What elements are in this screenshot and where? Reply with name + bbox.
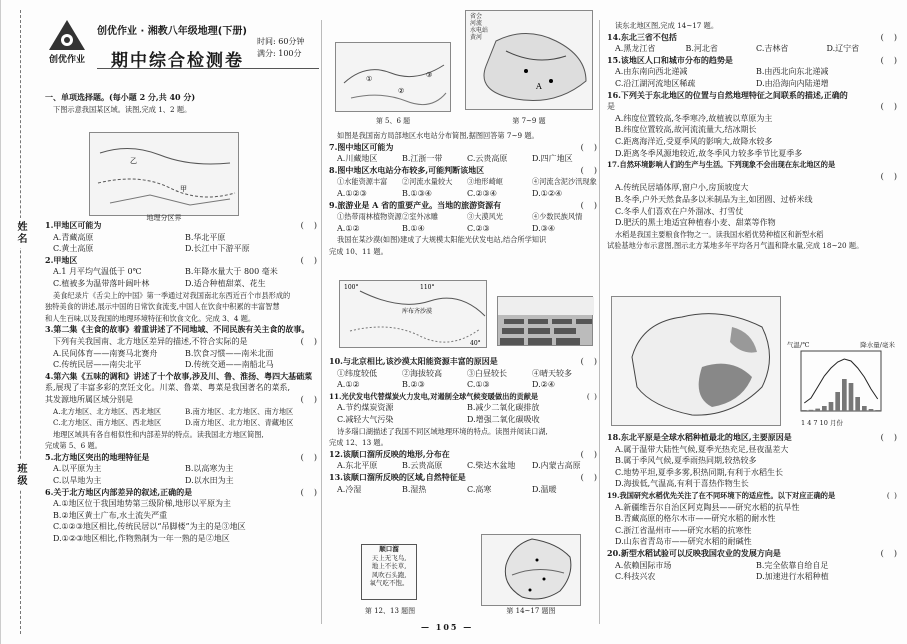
q9-option-b[interactable]: B.①④ xyxy=(402,223,425,233)
q4-option-c[interactable]: C.北方地区、南方地区、西北地区 xyxy=(53,418,162,428)
q6-stem: 6.关于北方地区内部差异的叙述,正确的是 ( ) xyxy=(45,486,317,497)
column-1 xyxy=(39,0,317,644)
q19-option-a[interactable]: A.新疆维吾尔自治区阿克陶县——研究水稻的抗旱性 xyxy=(615,502,800,512)
q12-option-b[interactable]: B.云贵高原 xyxy=(402,461,443,471)
intro-1-2: 下图示意我国某区域。读图,完成 1、2 题。 xyxy=(53,104,192,114)
q10-statement-4: ④晴天较多 xyxy=(532,368,572,378)
column-divider-2 xyxy=(599,20,600,624)
q8-option-d[interactable]: D.①②④ xyxy=(532,188,563,198)
chart-xlabel: 1 4 7 10 月份 xyxy=(801,419,843,427)
solar-farm-photo xyxy=(497,296,593,346)
column-2 xyxy=(325,0,597,644)
q10-stem: 10.与北京相比,该沙漠太阳能资源丰富的原因是 ( ) xyxy=(329,356,597,366)
column-divider-1 xyxy=(321,20,322,624)
precip-bar-6 xyxy=(835,392,840,411)
q15-option-b[interactable]: B.由西北向东北递减 xyxy=(756,67,829,77)
class-label: 班级 xyxy=(13,460,28,490)
q9-statement-1: ①热带雨林植物资源 xyxy=(337,212,402,222)
q3-option-b[interactable]: B.饮食习惯——南米北面 xyxy=(185,348,274,358)
q5-option-b[interactable]: B.以高寒为主 xyxy=(185,464,234,474)
passage-c-2: 完成 10、11 题。 xyxy=(329,246,388,256)
q1-stem: 1.甲地区可能为 ( ) xyxy=(45,220,317,230)
q15-stem: 15.该地区人口和城市分布的趋势是 ( ) xyxy=(607,54,897,65)
map1-label-yi: 乙 xyxy=(130,157,137,165)
q17-option-c[interactable]: C.冬季人们喜欢在户外溜冰、打雪仗 xyxy=(615,206,744,216)
q16-stem-2: 是 ( ) xyxy=(607,102,897,112)
q16-option-c[interactable]: C.距离海洋近,受夏季风的影响大,故降水较多 xyxy=(615,136,773,146)
q10-statement-1: ①纬度较低 xyxy=(337,368,377,378)
q7-option-c[interactable]: C.云贵高原 xyxy=(467,154,508,164)
q10-statement-2: ②海拔较高 xyxy=(402,368,442,378)
q6-option-d[interactable]: D.①②③地区相比,作物熟制为一年一熟的是②地区 xyxy=(53,534,230,544)
q3-option-c[interactable]: C.传统民居——南尖北平 xyxy=(53,360,142,370)
q2-option-b[interactable]: B.年降水量大于 800 毫米 xyxy=(185,267,278,277)
q6-option-a[interactable]: A.①地区位于我国地势第三级阶梯,地形以平原为主 xyxy=(53,499,232,509)
q15-option-a[interactable]: A.由东南向西北递减 xyxy=(615,67,688,77)
q5-option-d[interactable]: D.以水田为主 xyxy=(185,476,234,486)
q8-statement-1: ①水能资源丰富 xyxy=(337,177,388,187)
q16-stem-1: 16.下列关于东北地区的位置与自然地理特征之间联系的描述,正确的 xyxy=(607,89,848,100)
fig56-caption: 第 5、6 题 xyxy=(375,117,411,125)
q6-option-b[interactable]: B.②地区黄土广布,水土流失严重 xyxy=(53,510,168,520)
map1-label-jia: 甲 xyxy=(180,185,187,193)
svg-text:库布齐沙漠: 库布齐沙漠 xyxy=(402,308,433,315)
precip-bar-7 xyxy=(842,379,847,411)
q18-option-b[interactable]: B.属于季风气候,夏季雨热同期,较热较多 xyxy=(615,456,757,466)
q14-stem: 14.东北三省不包括 ( ) xyxy=(607,31,897,42)
region-map xyxy=(90,133,240,217)
q9-option-d[interactable]: D.③④ xyxy=(532,223,556,233)
hydropower-map xyxy=(465,10,593,110)
q13-option-b[interactable]: B.湿热 xyxy=(402,484,427,494)
fig1213-caption: 第 12、13 题图 xyxy=(364,607,416,615)
q4-stem-1: 4.第六集《五味的调和》讲述了十个故事,涉及川、鲁、淮扬、粤四大基础菜 xyxy=(45,370,313,381)
q2-option-d[interactable]: D.适合种植甜菜、花生 xyxy=(185,278,266,288)
rice-distribution-map xyxy=(611,296,781,426)
northeast-map xyxy=(481,534,581,606)
doggerel-box xyxy=(361,544,417,600)
q14-option-a[interactable]: A.黑龙江省 xyxy=(615,44,656,54)
passage-a-1: 美食纪录片《舌尖上的中国》第一季通过对我国南北东西近百个市县形成的 xyxy=(53,290,291,300)
solar-panels-icon xyxy=(498,297,594,347)
desert-map xyxy=(339,280,487,348)
q4-option-d[interactable]: D.南方地区、北方地区、青藏地区 xyxy=(185,418,294,428)
q12-option-a[interactable]: A.东北平原 xyxy=(337,461,378,471)
svg-text:①: ① xyxy=(366,75,373,83)
q3-option-d[interactable]: D.传统交通——南船北马 xyxy=(185,360,274,370)
q7-stem: 7.图中地区可能为 ( ) xyxy=(329,141,597,152)
q3-stem-2: 下列有关我国南、北方地区差异的描述,不符合实际的是 ( ) xyxy=(53,336,317,346)
q14-option-d[interactable]: D.辽宁省 xyxy=(826,44,860,54)
q15-option-c[interactable]: C.沿江湖河流地区稀疏 xyxy=(615,78,696,88)
q17-stem: 17.自然环境影响人们的生产与生活。下列现象不会出现在东北地区的是 xyxy=(607,160,836,170)
svg-text:A: A xyxy=(536,82,542,91)
q7-option-b[interactable]: B.江浙一带 xyxy=(402,154,443,164)
column-3: 读东北地区图,完成 14~17 题。 14.东北三省不包括 ( ) A.黑龙江省 B.河北省 C.吉林省 D.辽宁省 15.该地区人口和城市分布的趋势是 ( ) A.由东南向西北递减 B.由西北向东北递减 C.沿江湖河流地区稀疏 D.由沿海向内陆递增 16.下列关于东北地区的位置与自然地理特征之间联系的描述,正确的 是 ( ) A.纬度位置较高,冬季寒冷,故植被以草原为主 B.纬度位置较高,故河流流量大,结冰期长 C.距离海洋近,受夏季风的影响大,故降水较多 D.距离冬季风源地较近,故冬季风力较多季节比夏季多 17.自然环境影响人们的生产与生活。下列现象不会出现在东北地区的是 ( ) A.传统民居墙体厚,窗户小,房顶坡度大 B.冬季,户外天然食品多以米制品为主,如团圆、过桥米线 C.冬季人们喜欢在户外溜冰、打雪仗 D.肥沃的黑土地适宜种植春小麦、甜菜等作物 水稻是我国主要粮食作物之一。读我国水稻优势种植区和新型水稻 试验基地分布示意图,图示北方某地多年平均各月气温和降水量,完成 18~20 题。 气温/℃ 降水量/毫米 1 4 7 10 月份 18.东北平原是全球水稻种植最北的地区,主要原因是 ( ) A.属于温带大陆性气候,夏季光热充足,昼夜温差大 B.属于季风气候,夏季雨热同期,较热较多 C.地势平坦,夏季多雾,积热同期,有利于水稻生长 D.海拔低,气温高,有利于喜热作物生长 19.我国研究水稻优先关注了在不同环境下的适应性。以下对应正确的是 ( ) A.新疆维吾尔自治区阿克陶县——研究水稻的抗旱性 B.青藏高原的格尔木市——研究水稻的耐水性 C.浙江省温州市——研究水稻的抗寒性 D.山东省青岛市——研究水稻的耐碱性 20.新型水稻试验可以反映我国农业的发展方向是 ( ) A.依赖国际市场 B.完全依靠自给自足 C.科技兴农 D.加速进行水稻种植 xyxy=(607,21,897,582)
q4-stem-2: 系,展现了丰富多彩的烹饪文化。川菜、鲁菜、粤菜是我国著名的菜系, xyxy=(45,383,291,393)
series-title: 创优作业 · 湘教八年级地理(下册) xyxy=(97,26,247,37)
q19-option-b[interactable]: B.青藏高原的格尔木市——研究水稻的耐水性 xyxy=(615,514,776,524)
passage-b-2: 完成第 5、6 题。 xyxy=(45,441,102,451)
name-label: 姓名 xyxy=(13,218,28,248)
passage-a-3: 和人生百味,以及我国的地理环境特征和饮食文化。完成 3、4 题。 xyxy=(45,313,256,323)
q17-option-d[interactable]: D.肥沃的黑土地适宜种植春小麦、甜菜等作物 xyxy=(615,218,776,228)
q3-stem-1: 3.第二集《主食的故事》着重讲述了不同地域、不同民族有关主食的故事。 xyxy=(45,324,310,335)
q8-option-c[interactable]: C.②③④ xyxy=(467,188,497,198)
passage-e-1: 水稻是我国主要粮食作物之一。读我国水稻优势种植区和新型水稻 xyxy=(615,229,824,239)
desert-map-drawing xyxy=(340,281,488,349)
q4-option-b[interactable]: B.南方地区、北方地区、南方地区 xyxy=(185,406,294,416)
q20-option-b[interactable]: B.完全依靠自给自足 xyxy=(756,560,829,570)
intro-7-9: 如图是我国南方局部地区水电站分布简图,据图回答第 7~9 题。 xyxy=(337,131,539,140)
q3-option-a[interactable]: A.民间体育——南赛马北赛舟 xyxy=(53,348,158,358)
q20-option-d[interactable]: D.加速进行水稻种植 xyxy=(756,572,829,582)
precip-bar-9 xyxy=(855,397,860,411)
svg-text:110°: 110° xyxy=(420,284,435,291)
q5-option-a[interactable]: A.以平原为主 xyxy=(53,464,102,474)
q1-option-d[interactable]: D.长江中下游平原 xyxy=(185,244,250,254)
precip-bar-8 xyxy=(849,383,854,411)
precip-bar-11 xyxy=(869,409,874,411)
binding-margin xyxy=(1,0,39,644)
passage-d-1: 诗多瑙口湖描述了我国不同区域地理环境的特点。读图并阅读口湖, xyxy=(337,426,548,436)
q11-stem: 11.光伏发电代替煤炭火力发电,对遏制全球气候变暖做出的贡献是 ( ) xyxy=(329,391,597,401)
q11-option-b[interactable]: B.减少二氧化碳排放 xyxy=(467,403,540,413)
china-rice-map xyxy=(612,297,782,427)
q17-option-b[interactable]: B.冬季,户外天然食品多以米制品为主,如团圆、过桥米线 xyxy=(615,194,813,204)
q9-statement-4: ④少数民族风情 xyxy=(532,212,583,222)
q7-option-d[interactable]: D.四广地区 xyxy=(532,154,573,164)
q19-option-d[interactable]: D.山东省青岛市——研究水稻的耐碱性 xyxy=(615,537,752,547)
intro-14-17: 读东北地区图,完成 14~17 题。 xyxy=(615,21,719,30)
q9-option-a[interactable]: A.①② xyxy=(337,223,360,233)
q1-option-c[interactable]: C.黄土高原 xyxy=(53,244,94,254)
q12-option-c[interactable]: C.柴达木盆地 xyxy=(467,461,516,471)
svg-text:40°: 40° xyxy=(470,340,481,347)
q7-option-a[interactable]: A.川藏地区 xyxy=(337,154,378,164)
q5-stem: 5.北方地区突出的地理特征是 ( ) xyxy=(45,451,317,462)
q8-option-a[interactable]: A.①②③ xyxy=(337,188,367,198)
precip-bar-12 xyxy=(875,410,880,411)
q1-option-a[interactable]: A.青藏高原 xyxy=(53,232,94,242)
q5-option-c[interactable]: C.以旱地为主 xyxy=(53,476,102,486)
q16-option-d[interactable]: D.距离冬季风源地较近,故冬季风力较多季节比夏季多 xyxy=(615,148,803,158)
q2-option-c[interactable]: C.植被多为温带落叶阔叶林 xyxy=(53,278,150,288)
northeast-map-drawing xyxy=(482,535,582,607)
q18-option-c[interactable]: C.地势平坦,夏季多雾,积热同期,有利于水稻生长 xyxy=(615,467,784,477)
q16-option-a[interactable]: A.纬度位置较高,冬季寒冷,故植被以草原为主 xyxy=(615,113,773,123)
precip-bar-10 xyxy=(862,406,867,411)
q17-option-a[interactable]: A.传统民居墙体厚,窗户小,房顶坡度大 xyxy=(615,183,749,193)
temperature-line xyxy=(804,359,877,403)
chart-ylabel-precip: 降水量/毫米 xyxy=(860,341,895,349)
q10-statement-3: ③白昼较长 xyxy=(467,368,507,378)
precip-bar-3 xyxy=(815,409,820,411)
q15-option-d[interactable]: D.由沿海向内陆递增 xyxy=(756,78,829,88)
q20-option-a[interactable]: A.依赖国际市场 xyxy=(615,560,672,570)
map1-legend: 地理分区界 xyxy=(146,214,182,223)
q14-option-b[interactable]: B.河北省 xyxy=(685,44,718,54)
q20-stem: 20.新型水稻试验可以反映我国农业的发展方向是 ( ) xyxy=(607,547,897,558)
svg-text:100°: 100° xyxy=(344,284,359,291)
q11-option-c[interactable]: C.减轻大气污染 xyxy=(337,414,394,424)
q12-option-d[interactable]: D.内蒙古高原 xyxy=(532,461,581,471)
full-score: 满分: 100分 xyxy=(257,49,302,58)
q2-option-a[interactable]: A.1 月平均气温低于 0℃ xyxy=(53,267,142,277)
q14-option-c[interactable]: C.吉林省 xyxy=(756,44,789,54)
q13-option-a[interactable]: A.冷湿 xyxy=(337,484,362,494)
time-limit: 时间: 60分钟 xyxy=(257,37,305,46)
passage-b-1: 地理区域具有各自相似性和内部差异的特点。读我国北方地区简图, xyxy=(53,429,264,439)
section-heading: 一、单项选择题。(每小题 2 分,共 40 分) xyxy=(45,92,196,102)
doggerel-line-3: 风吹石头跑, xyxy=(371,570,407,579)
passage-d-2: 完成 12、13 题。 xyxy=(329,438,388,448)
q9-stem: 9.旅游业是 A 省的重要产业。当地的旅游资源有 ( ) xyxy=(329,199,597,210)
q8-statement-3: ③地形崎岖 xyxy=(467,177,503,187)
climate-chart xyxy=(787,340,895,428)
precip-bar-4 xyxy=(822,406,827,411)
q19-stem: 19.我国研究水稻优先关注了在不同环境下的适应性。以下对应正确的是 ( ) xyxy=(607,490,897,500)
q18-stem: 18.东北平原是全球水稻种植最北的地区,主要原因是 ( ) xyxy=(607,432,897,442)
passage-e-2: 试验基地分布示意图,图示北方某地多年平均各月气温和降水量,完成 18~20 题。 xyxy=(607,241,864,251)
svg-text:②: ② xyxy=(398,87,405,95)
q20-option-c[interactable]: C.科技兴农 xyxy=(615,572,656,582)
chart-ylabel-temp: 气温/℃ xyxy=(787,341,810,349)
q16-option-b[interactable]: B.纬度位置较高,故河流流量大,结冰期长 xyxy=(615,125,757,135)
fig1417-caption: 第 14~17 题图 xyxy=(506,607,556,615)
q11-option-a[interactable]: A.节约煤炭资源 xyxy=(337,403,394,413)
svg-text:③: ③ xyxy=(426,71,433,79)
precip-bar-1 xyxy=(802,410,807,411)
q8-option-b[interactable]: B.①③④ xyxy=(402,188,432,198)
fig79-legend: 省会 河流 水电站 黄河 xyxy=(470,13,489,41)
q2-stem: 2.甲地区 ( ) xyxy=(45,254,317,265)
q10-option-b[interactable]: B.②③ xyxy=(402,380,425,390)
page-number: — 105 — xyxy=(421,622,474,632)
q13-stem: 13.该顺口溜所反映的区域,自然特征是 ( ) xyxy=(329,471,597,482)
doggerel-title: 顺口溜 xyxy=(379,545,399,553)
climate-plot xyxy=(787,349,895,419)
doggerel-line-4: 氧气吃不饱。 xyxy=(369,579,409,587)
q9-statement-3: ③大漠风光 xyxy=(467,212,503,222)
fig79-caption: 第 7~9 题 xyxy=(512,117,546,125)
q8-statement-4: ④河流含泥沙汛现象 xyxy=(532,177,597,187)
q4-option-a[interactable]: A.北方地区、北方地区、西北地区 xyxy=(53,406,162,416)
logo-text: 创优作业 xyxy=(48,55,85,65)
doggerel-line-2: 地上不长草, xyxy=(371,562,407,570)
north-region-map xyxy=(335,42,451,112)
q1-option-b[interactable]: B.华北平原 xyxy=(185,232,226,242)
q10-option-c[interactable]: C.①③ xyxy=(467,380,490,390)
q9-statement-2: ②室外冰雕 xyxy=(402,212,438,222)
q18-option-d[interactable]: D.海拔低,气温高,有利于喜热作物生长 xyxy=(615,479,749,489)
q4-stem-3: 其发源地所属区域分别是 ( ) xyxy=(45,394,317,404)
precip-bar-2 xyxy=(809,410,814,411)
region-map-figure xyxy=(89,132,239,223)
passage-a-2: 独特美食的讲述,展示中国的日常饮食流变,中国人在饮食中积累的丰富智慧 xyxy=(45,302,280,312)
doggerel-line-1: 天上无飞鸟, xyxy=(371,553,407,562)
q18-option-a[interactable]: A.属于温带大陆性气候,夏季光热充足,昼夜温差大 xyxy=(615,444,789,454)
q6-option-c[interactable]: C.①②③地区相比,传统民居以“吊脚楼”为主的是③地区 xyxy=(53,522,246,532)
precip-bar-5 xyxy=(829,402,834,411)
cut-line xyxy=(20,10,21,634)
q12-stem: 12.该顺口溜所反映的地形,分布在 ( ) xyxy=(329,448,597,459)
q10-option-d[interactable]: D.②④ xyxy=(532,380,556,390)
q10-option-a[interactable]: A.①② xyxy=(337,380,360,390)
q13-option-d[interactable]: D.温暖 xyxy=(532,484,557,494)
q8-stem: 8.图中地区水电站分布较多,可能判断该地区 ( ) xyxy=(329,164,597,175)
q19-option-c[interactable]: C.浙江省温州市——研究水稻的抗寒性 xyxy=(615,525,752,535)
q8-statement-2: ②河流水量较大 xyxy=(402,177,453,187)
q9-option-c[interactable]: C.②③ xyxy=(467,223,490,233)
q13-option-c[interactable]: C.高寒 xyxy=(467,484,492,494)
q11-option-d[interactable]: D.增强二氧化碳吸收 xyxy=(467,414,540,424)
north-map-drawing xyxy=(336,43,452,113)
page-title: 期中综合检测卷 xyxy=(111,51,244,71)
passage-c-1: 我国在某沙漠(如图)建成了大规模太阳能光伏发电站,结合所学知识 xyxy=(337,235,547,245)
